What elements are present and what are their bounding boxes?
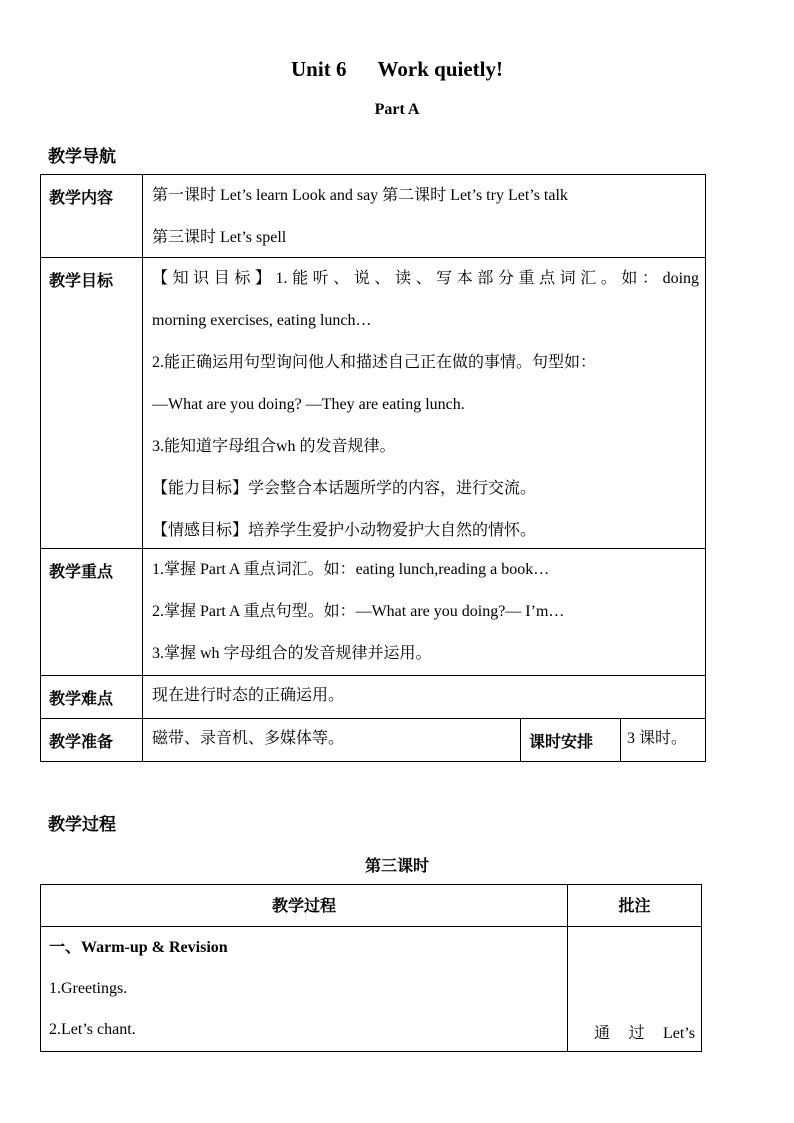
- part-subtitle: Part A: [374, 101, 420, 118]
- preparation-value: [143, 719, 521, 762]
- key-point-line: 3.掌握 wh 字母组合的发音规律并运用。: [152, 645, 432, 662]
- notes-column-header: 批注: [568, 885, 702, 927]
- preparation-row: [41, 719, 706, 762]
- difficulty-label: 教学难点: [41, 676, 143, 719]
- section-title: 一、Warm-up & Revision: [49, 939, 228, 956]
- difficulty-text: 现在进行时态的正确运用。: [152, 687, 345, 704]
- note-text: 通 过 Let’s: [594, 1025, 695, 1042]
- process-steps-cell: [41, 927, 568, 1052]
- goals-line: 2.能正确运用句型询问他人和描述自己正在做的事情。句型如：: [152, 354, 597, 371]
- preparation-text: 磁带、录音机、多媒体等。: [152, 730, 345, 747]
- schedule-label: 课时安排: [521, 719, 621, 762]
- content-value: [143, 175, 706, 258]
- content-label: 教学内容: [41, 175, 143, 258]
- difficulty-row: [41, 676, 706, 719]
- teaching-process-table: [40, 884, 702, 1052]
- schedule-value: [621, 719, 706, 762]
- process-body-row: [41, 927, 702, 1052]
- goals-value: [143, 258, 706, 549]
- content-row: [41, 175, 706, 258]
- goals-label: 教学目标: [41, 258, 143, 549]
- key-point-line: 1.掌握 Part A 重点词汇。如：eating lunch,reading a book…: [152, 561, 550, 578]
- document-title: Unit 6 Work quietly!: [291, 57, 503, 81]
- goals-line: morning exercises, eating lunch…: [152, 312, 372, 329]
- process-column-header: 教学过程: [41, 885, 568, 927]
- key-points-value: [143, 549, 706, 676]
- goals-line: 【能力目标】学会整合本话题所学的内容，进行交流。: [152, 480, 537, 497]
- notes-cell: [568, 927, 702, 1052]
- process-heading: 教学过程: [48, 815, 116, 835]
- preparation-label: 教学准备: [41, 719, 143, 762]
- goals-line: 3.能知道字母组合wh 的发音规律。: [152, 438, 396, 455]
- process-step: 2.Let’s chant.: [49, 1021, 136, 1038]
- content-line: 第一课时 Let’s learn Look and say 第二课时 Let’s try Let’s talk: [152, 187, 568, 204]
- key-point-line: 2.掌握 Part A 重点句型。如：—What are you doing?— I’m…: [152, 603, 565, 620]
- lesson-title: 第三课时: [364, 856, 429, 875]
- goals-line: 【知识目标】1.能听、说、读、写本部分重点词汇。如：doing: [152, 270, 700, 287]
- process-header-row: [41, 885, 702, 927]
- key-points-row: [41, 549, 706, 676]
- content-line: 第三课时 Let’s spell: [152, 229, 287, 246]
- difficulty-value: [143, 676, 706, 719]
- process-step: 1.Greetings.: [49, 980, 128, 997]
- key-points-label: 教学重点: [41, 549, 143, 676]
- teaching-navigation-table: [40, 174, 706, 762]
- goals-line: —What are you doing? —They are eating lunch.: [152, 396, 465, 413]
- schedule-text: 3 课时。: [627, 730, 688, 747]
- goals-row: [41, 258, 706, 549]
- navigation-heading: 教学导航: [48, 147, 116, 167]
- goals-line: 【情感目标】培养学生爱护小动物爱护大自然的情怀。: [152, 522, 537, 539]
